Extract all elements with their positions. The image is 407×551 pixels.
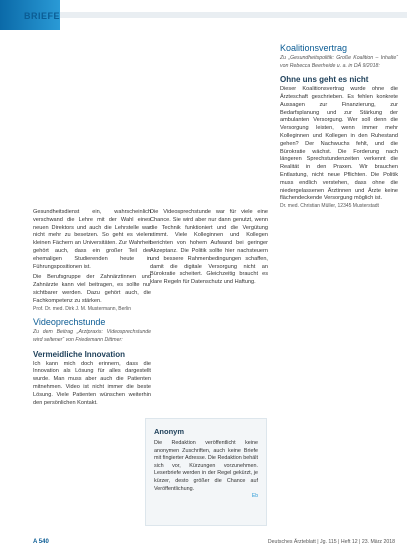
col1-para2: Die Berufsgruppe der Zahnärztinnen und Zahnärzte kann viel beitragen, es sollte nur sichtbarer werden. Dazu gehört auch, die Fachkompetenz zu stärken. [33,274,151,304]
heading-innovation: Vermeidliche Innovation [33,349,126,359]
anonym-title: Anonym [154,427,184,436]
innovation-text: Ich kann mich doch erinnern, dass die Innovation als Lösung für alles dargestellt wurde. Man muss aber auch die Patienten mitnehmen. Video ist nicht immer die beste Lösung. Viele Patienten wünschen weiterhin den persönlichen Kontakt. [33,360,151,406]
col3-signature: Dr. med. Christian Müller, 12345 Musterstadt [280,203,379,210]
section-label: BRIEFE [24,11,61,21]
anonym-end-mark: Eb [251,493,258,500]
journal-info: Deutsches Ärzteblatt | Jg. 115 | Heft 12 | 23. März 2018 [267,539,395,545]
page-footer [0,537,407,551]
video-subtitle: Zu dem Beitrag „Arztpraxis: Videosprechstunde wird seltener“ von Friedemann Dittmer: [33,329,151,343]
heading-koalition: Koalitionsvertrag [280,43,348,53]
anonym-box [145,418,267,526]
column-2 [150,209,268,287]
column-1 [33,209,151,407]
page-number: A 540 [33,539,49,545]
column-3 [280,45,398,211]
top-stripe [60,12,407,18]
anonym-text: Die Redaktion veröffentlicht keine anonymen Zuschriften, auch keine Briefe mit fingierter Adresse. Die Redaktion behält sich vor, Kürzungen vorzunehmen. Leserbriefe werden in der Regel gekürzt, je kürzer, desto größer die Chance auf Veröffentlichung. [154,440,258,492]
top-banner [0,0,407,30]
heading-ohne-uns: Ohne uns geht es nicht [280,75,369,85]
col1-para1: Gesundheitsdienst ein, wahrscheinlich verschwand die Lehre mit der Wahl eines neuen Direktors und auch die Lehrstelle war nicht mehr zu besetzen. So geht es vielen kleinen Fächern an Universitäten. Zur Wahrheit gehört auch, dass ein großer Teil der ehemaligen Studierenden heute in Führungspositionen ist. [33,209,151,270]
col2-para: Die Videosprechstunde war für viele eine Chance. Sie wird aber nur dann genutzt, wenn die Technik funktioniert und die Vergütung stimmt. Viele Kolleginnen und Kollegen berichten von hohem Aufwand bei geringer Akzeptanz. Die Politik sollte hier nachsteuern und bessere Rahmenbedingungen schaffen, damit die digitale Versorgung nicht an Bürokratie scheitert. Gleichzeitig braucht es klare Regeln für Datenschutz und Haftung. [150,209,268,286]
koalition-subtitle: Zu „Gesundheitspolitik: Große Koalition – Inhalte“ von Rebecca Beerheide u. a. in DÄ 9/2018: [280,54,398,69]
col1-signature: Prof. Dr. med. Dirk J. M. Mustermann, Berlin [33,305,132,312]
ohne-uns-text: Dieser Koalitionsvertrag wurde ohne die Ärzteschaft geschrieben. Es fehlen konkrete Aussagen zur Finanzierung, zur Bedarfsplanung und zur Stärkung der ambulanten Versorgung. Wer soll denn die Versorgung leisten, wenn immer mehr Kolleginnen und Kollegen in den Ruhestand gehen? Der Nachwuchs fehlt, und die Bürokratie wächst. Die Forderung nach längeren Sprechstundenzeiten verkennt die Realität in den Praxen. Wir brauchen Entlastung, nicht neue Pflichten. Die Politik muss endlich verstehen, dass ohne die niedergelassenen Ärztinnen und Ärzte keine flächendeckende Versorgung möglich ist. [280,86,398,202]
heading-video: Videoprechstunde [33,317,106,328]
